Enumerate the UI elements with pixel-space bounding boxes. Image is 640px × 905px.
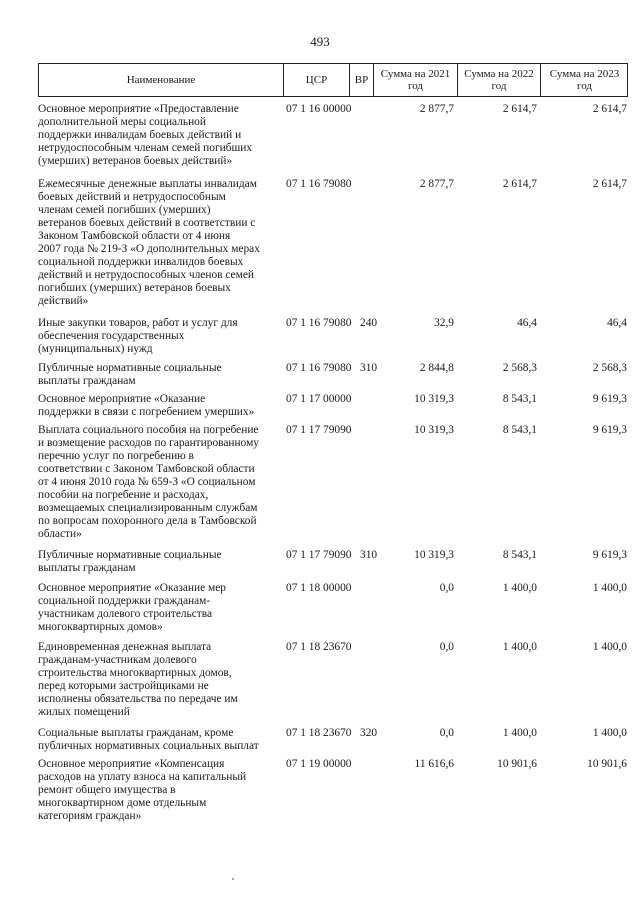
row-sum-2021: 2 844,8 [419,362,454,374]
row-csr: 07 1 18 23670 [286,641,352,653]
page-number: 493 [310,34,330,49]
row-name: Единовременная денежная выплата гражданам-участникам долевого строительства многоквартирных домов, перед которыми застройщиками не исполнены обязательства по передаче им жилых помещений [38,641,238,718]
header-sum-2021: Сумма на 2021 год [373,64,457,96]
row-sum-2023: 1 400,0 [592,582,627,594]
row-sum-2022: 46,4 [517,317,537,329]
row-sum-2022: 10 901,6 [497,758,537,770]
row-name: Основное мероприятие «Компенсация расходов на уплату взноса на капитальный ремонт общего имущества в многоквартирном доме отдельным категориям граждан» [38,758,247,822]
row-csr: 07 1 16 79080 [286,362,352,374]
row-vr: 320 [360,727,378,739]
header-sum-2022: Сумма на 2022 год [457,64,540,96]
row-sum-2021: 2 877,7 [419,103,454,115]
row-sum-2021: 0,0 [439,582,454,594]
row-sum-2023: 1 400,0 [592,727,627,739]
row-sum-2022: 2 568,3 [502,362,537,374]
row-csr: 07 1 19 00000 [286,758,352,770]
row-csr: 07 1 16 00000 [286,103,352,115]
row-sum-2021: 0,0 [439,727,454,739]
row-sum-2023: 46,4 [607,317,627,329]
row-sum-2021: 2 877,7 [419,178,454,190]
row-sum-2021: 10 319,3 [414,393,454,405]
row-name: Основное мероприятие «Оказание поддержки в связи с погребением умерших» [38,393,255,418]
table-header [38,63,628,97]
row-name: Иные закупки товаров, работ и услуг для обеспечения государственных (муниципальных) нужд [38,317,238,355]
row-sum-2022: 8 543,1 [502,549,537,561]
row-sum-2021: 10 319,3 [414,549,454,561]
row-csr: 07 1 18 23670 [286,727,352,739]
row-sum-2022: 1 400,0 [502,641,537,653]
row-sum-2023: 9 619,3 [592,424,627,436]
row-csr: 07 1 18 00000 [286,582,352,594]
row-sum-2022: 1 400,0 [502,727,537,739]
row-csr: 07 1 17 79090 [286,424,352,436]
row-sum-2023: 9 619,3 [592,549,627,561]
row-name: Публичные нормативные социальные выплаты гражданам [38,549,222,574]
row-sum-2021: 0,0 [439,641,454,653]
header-csr: ЦСР [283,64,349,96]
row-sum-2021: 10 319,3 [414,424,454,436]
row-csr: 07 1 16 79080 [286,317,352,329]
row-sum-2022: 8 543,1 [502,424,537,436]
row-sum-2022: 1 400,0 [502,582,537,594]
row-vr: 310 [360,362,378,374]
row-sum-2023: 10 901,6 [587,758,627,770]
scan-speck [232,878,234,880]
row-sum-2023: 9 619,3 [592,393,627,405]
row-name: Публичные нормативные социальные выплаты гражданам [38,362,222,387]
row-csr: 07 1 17 00000 [286,393,352,405]
row-sum-2021: 11 616,6 [414,758,454,770]
row-sum-2021: 32,9 [434,317,454,329]
header-sum-2023: Сумма на 2023 год [540,64,628,96]
row-name: Основное мероприятие «Предоставление дополнительной меры социальной поддержки инвалидам боевых действий и нетрудоспособным членам семей погибших (умерших) ветеранов боевых действий» [38,103,253,167]
row-sum-2023: 2 614,7 [592,103,627,115]
row-vr: 310 [360,549,378,561]
row-csr: 07 1 17 79090 [286,549,352,561]
row-sum-2022: 2 614,7 [502,103,537,115]
row-sum-2023: 2 568,3 [592,362,627,374]
row-sum-2022: 2 614,7 [502,178,537,190]
row-name: Социальные выплаты гражданам, кроме публичных нормативных социальных выплат [38,727,259,752]
header-name: Наименование [126,74,196,86]
row-name: Ежемесячные денежные выплаты инвалидам боевых действий и нетрудоспособным членам семей погибших (умерших) ветеранов боевых действий в соответствии с Законом Тамбовской области от 4 июня 2007 года № 219-З «О дополнительных мерах социальной поддержки инвалидов боевых действий и нетрудоспособных членов семей погибших (умерших) ветеранов боевых действий» [38,178,260,307]
row-sum-2023: 1 400,0 [592,641,627,653]
row-sum-2022: 8 543,1 [502,393,537,405]
row-name: Основное мероприятие «Оказание мер социальной поддержки гражданам- участникам долевого строительства многоквартирных домов» [38,582,226,633]
row-sum-2023: 2 614,7 [592,178,627,190]
row-csr: 07 1 16 79080 [286,178,352,190]
header-vr: ВР [349,64,373,96]
row-name: Выплата социального пособия на погребение и возмещение расходов по гарантированному перечню услуг по погребению в соответствии с Законом Тамбовской области от 4 июня 2010 года № 659-З «О социальном пособии на погребение и расходах, возмещаемых специализированным службам по вопросам похоронного дела в Тамбовской области» [38,424,259,540]
row-vr: 240 [360,317,378,329]
